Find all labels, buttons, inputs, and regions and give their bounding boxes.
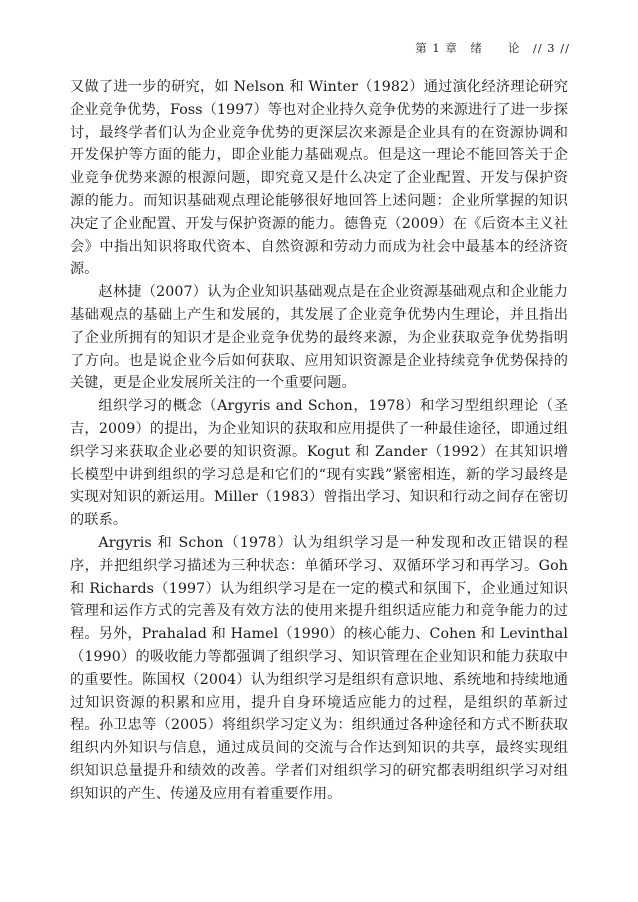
paragraph-argyris-schon: Argyris 和 Schon（1978）认为组织学习是一种发现和改正错误的程序，并把组织学习描述为三种状态：单循环学习、双循环学习和再学习。Goh 和 Richards（1997）认为组织学习是在一定的模式和氛围下，企业通过知识管理和运作方式的完善及有效方法的使用来提升组织适应能力和竞争能力的过程。另外，Prahalad 和 Hamel（1990）的核心能力、Cohen 和 Levinthal（1990）的吸收能力等都强调了组织学习、知识管理在企业知识和能力获取中的重要性。陈国权（2004）认为组织学习是组织有意识地、系统地和持续地通过知识资源的积累和应用，提升自身环境适应能力的过程，是组织的革新过程。孙卫忠等（2005）将组织学习定义为：组织通过各种途径和方式不断获取组织内外知识与信息，通过成员间的交流与合作达到知识的共享，最终实现组织知识总量提升和绩效的改善。学者们对组织学习的研究都表明组织学习对组织知识的产生、传递及应用有着重要作用。 [70, 534, 568, 802]
paragraph-continuation: 又做了进一步的研究，如 Nelson 和 Winter（1982）通过演化经济理论研究企业竞争优势，Foss（1997）等也对企业持久竞争优势的来源进行了进一步探讨，最终学者们认为企业竞争优势的更深层次来源是企业具有的在资源协调和开发保护等方面的能力，即企业能力基础观点。但是这一理论不能回答关于企业竞争优势来源的根源问题，即究竟又是什么决定了企业配置、开发与保护资源的能力。而知识基础观点理论能够很好地回答上述问题：企业所掌握的知识决定了企业配置、开发与保护资源的能力。德鲁克（2009）在《后资本主义社会》中指出知识将取代资本、自然资源和劳动力而成为社会中最基本的经济资源。 [70, 79, 568, 278]
paragraph-organizational-learning-concept: 组织学习的概念（Argyris and Schon，1978）和学习型组织理论（圣吉，2009）的提出，为企业知识的获取和应用提供了一种最佳途径，即通过组织学习来获取企业必要的知识资源。Kogut 和 Zander（1992）在其知识增长模型中讲到组织的学习总是和它们的“现有实践”紧密相连，新的学习最终是实现对知识的新运用。Miller（1983）曾指出学习、知识和行动之间存在密切的联系。 [70, 398, 568, 529]
running-header: 第 1 章 绪 论 // 3 // [415, 41, 570, 55]
paragraph-zhao-linjie: 赵林捷（2007）认为企业知识基础观点是在企业资源基础观点和企业能力基础观点的基础上产生和发展的，其发展了企业竞争优势内生理论，并且指出了企业所拥有的知识才是企业竞争优势的最终来源，为企业获取竞争优势指明了方向。也是说企业今后如何获取、应用知识资源是企业持续竞争优势保持的关键，更是企业发展所关注的一个重要问题。 [70, 284, 568, 392]
body-text [70, 76, 568, 806]
